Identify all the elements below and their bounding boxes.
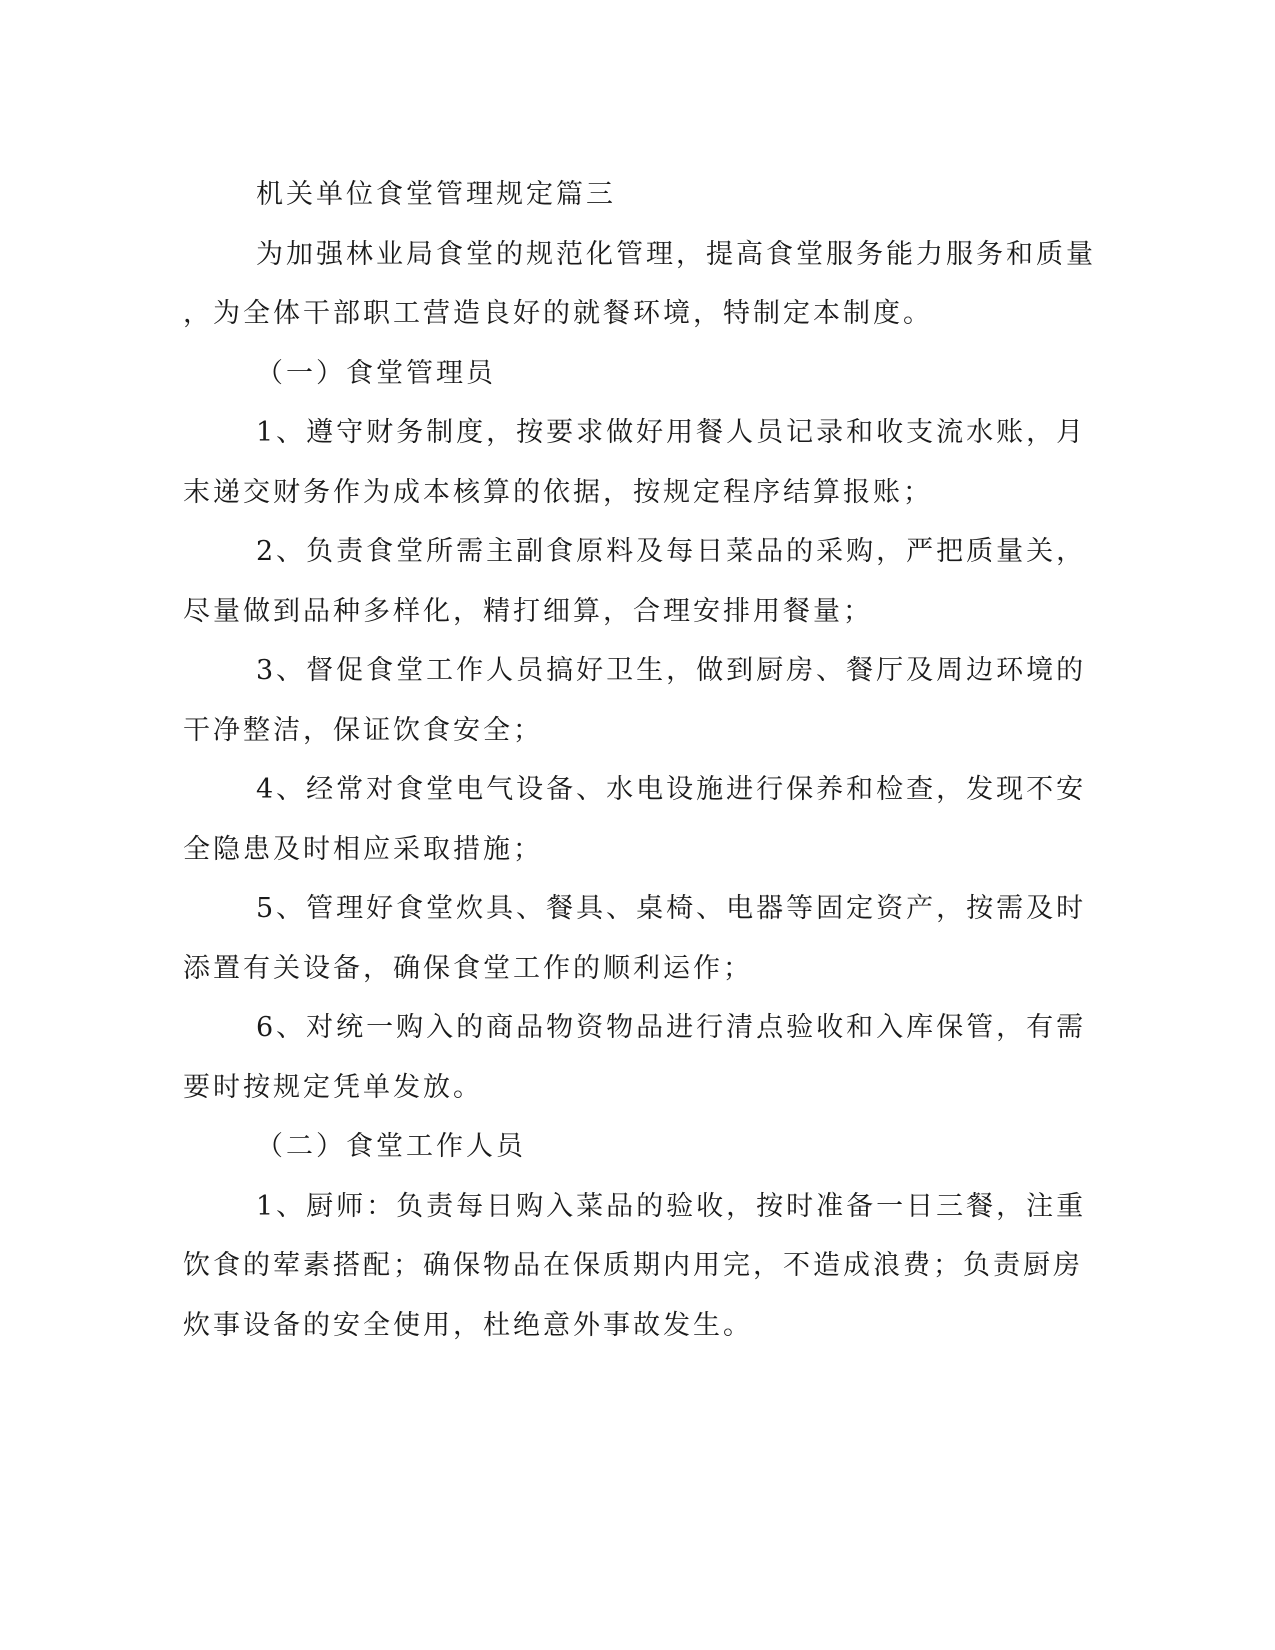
section-2-item-1-line-1: 1、厨师：负责每日购入菜品的验收，按时准备一日三餐，注重: [256, 1190, 1087, 1222]
section-1-item-1-line-1: 1、遵守财务制度，按要求做好用餐人员记录和收支流水账，月: [256, 417, 1087, 448]
section-1-item-4-line-2: 全隐患及时相应采取措施；: [183, 833, 543, 865]
section-1-heading: （一）食堂管理员: [256, 357, 496, 389]
intro-line-2: ，为全体干部职工营造良好的就餐环境，特制定本制度。: [183, 298, 933, 329]
section-1-item-6-line-2: 要时按规定凭单发放。: [183, 1071, 483, 1103]
section-1-item-3-line-1: 3、督促食堂工作人员搞好卫生，做到厨房、餐厅及周边环境的: [256, 655, 1087, 686]
document-body: [183, 165, 1096, 1355]
section-1-item-3-line-2: 干净整洁，保证饮食安全；: [183, 714, 543, 746]
section-1-item-1-line-2: 末递交财务作为成本核算的依据，按规定程序结算报账；: [183, 476, 933, 508]
section-1-item-5-line-2: 添置有关设备，确保食堂工作的顺利运作；: [183, 952, 753, 984]
section-1-item-2-line-1: 2、负责食堂所需主副食原料及每日菜品的采购，严把质量关，: [256, 536, 1087, 567]
section-2-heading: （二）食堂工作人员: [256, 1131, 526, 1162]
document-title: 机关单位食堂管理规定篇三: [256, 179, 616, 210]
section-1-item-4-line-1: 4、经常对食堂电气设备、水电设施进行保养和检查，发现不安: [256, 774, 1087, 805]
section-1-item-5-line-1: 5、管理好食堂炊具、餐具、桌椅、电器等固定资产，按需及时: [256, 893, 1087, 924]
intro-line-1: 为加强林业局食堂的规范化管理，提高食堂服务能力服务和质量: [256, 238, 1096, 270]
section-1-item-6-line-1: 6、对统一购入的商品物资物品进行清点验收和入库保管，有需: [256, 1012, 1087, 1043]
section-1-item-2-line-2: 尽量做到品种多样化，精打细算，合理安排用餐量；: [183, 595, 873, 627]
section-2-item-1-line-3: 炊事设备的安全使用，杜绝意外事故发生。: [183, 1309, 753, 1341]
section-2-item-1-line-2: 饮食的荤素搭配；确保物品在保质期内用完，不造成浪费；负责厨房: [183, 1250, 1083, 1281]
